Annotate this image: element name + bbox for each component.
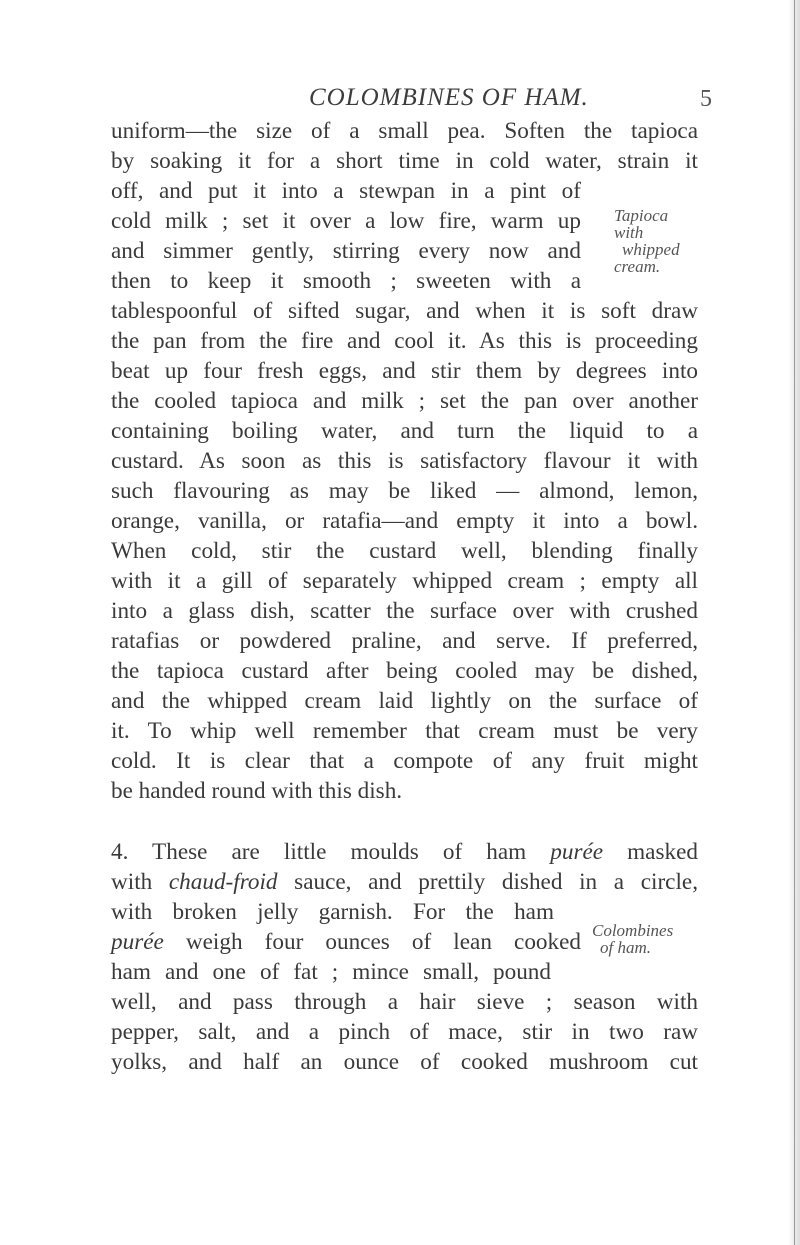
running-head: COLOMBINES OF HAM. — [309, 84, 589, 111]
text-line: tablespoonful of sifted sugar, and when it is soft draw — [111, 298, 698, 324]
page-number: 5 — [700, 86, 712, 112]
text-line: be handed round with this dish. — [111, 778, 403, 804]
text-line: with broken jelly garnish. For the ham — [111, 899, 554, 925]
text-line: then to keep it smooth ; sweeten with a — [111, 268, 581, 294]
margin-note-tapioca — [614, 207, 698, 275]
text-span: with — [111, 869, 169, 895]
text-line: it. To whip well remember that cream must be very — [111, 718, 698, 744]
text-line: containing boiling water, and turn the liquid to a — [111, 418, 698, 444]
text-line: ham and one of fat ; mince small, pound — [111, 959, 551, 985]
text-line: beat up four fresh eggs, and stir them by degrees into — [111, 358, 698, 384]
text-line: with it a gill of separately whipped cream ; empty all — [111, 568, 698, 594]
text-line: yolks, and half an ounce of cooked mushroom cut — [111, 1049, 698, 1075]
margin-note-line: Colombines — [592, 921, 674, 940]
text-line: cold milk ; set it over a low fire, warm up — [111, 208, 581, 234]
text-span: sauce, and prettily dished in a circle, — [277, 869, 698, 895]
text-line: and simmer gently, stirring every now and — [111, 238, 581, 264]
text-line: custard. As soon as this is satisfactory flavour it with — [111, 448, 698, 474]
text-line: the pan from the fire and cool it. As this is proceeding — [111, 328, 698, 354]
margin-note-colombines — [592, 922, 692, 956]
margin-note-line: whipped — [622, 240, 680, 259]
margin-note-line: cream. — [614, 257, 661, 276]
text-span: weigh four ounces of lean cooked — [163, 929, 581, 955]
text-line: well, and pass through a hair sieve ; season with — [111, 989, 698, 1015]
text-line: uniform—the size of a small pea. Soften the tapioca — [111, 118, 698, 144]
text-line: When cold, stir the custard well, blending finally — [111, 538, 698, 564]
text-line: and the whipped cream laid lightly on the surface of — [111, 688, 698, 714]
text-line: ratafias or powdered praline, and serve. If preferred, — [111, 628, 698, 654]
text-line: into a glass dish, scatter the surface over with crushed — [111, 598, 698, 624]
margin-note-line: of ham. — [600, 938, 651, 957]
italic-term: purée — [550, 839, 604, 865]
italic-term: purée — [111, 929, 164, 955]
text-span: masked — [603, 839, 698, 865]
text-line: pepper, salt, and a pinch of mace, stir in two raw — [111, 1019, 698, 1045]
text-line: the tapioca custard after being cooled may be dished, — [111, 658, 698, 684]
text-line — [111, 867, 698, 897]
page-edge-line — [794, 0, 795, 1245]
text-line: the cooled tapioca and milk ; set the pan over another — [111, 388, 698, 414]
text-line: by soaking it for a short time in cold water, strain it — [111, 148, 698, 174]
text-span: 4. These are little moulds of ham — [111, 839, 551, 865]
text-line: off, and put it into a stewpan in a pint of — [111, 178, 581, 204]
text-line — [111, 837, 698, 867]
text-line: orange, vanilla, or ratafia—and empty it into a bowl. — [111, 508, 698, 534]
text-line: cold. It is clear that a compote of any fruit might — [111, 748, 698, 774]
italic-term: chaud-froid — [168, 869, 278, 895]
margin-note-line: Tapioca with — [614, 206, 669, 242]
text-line: such flavouring as may be liked — almond, lemon, — [111, 478, 698, 504]
text-line — [111, 927, 581, 957]
